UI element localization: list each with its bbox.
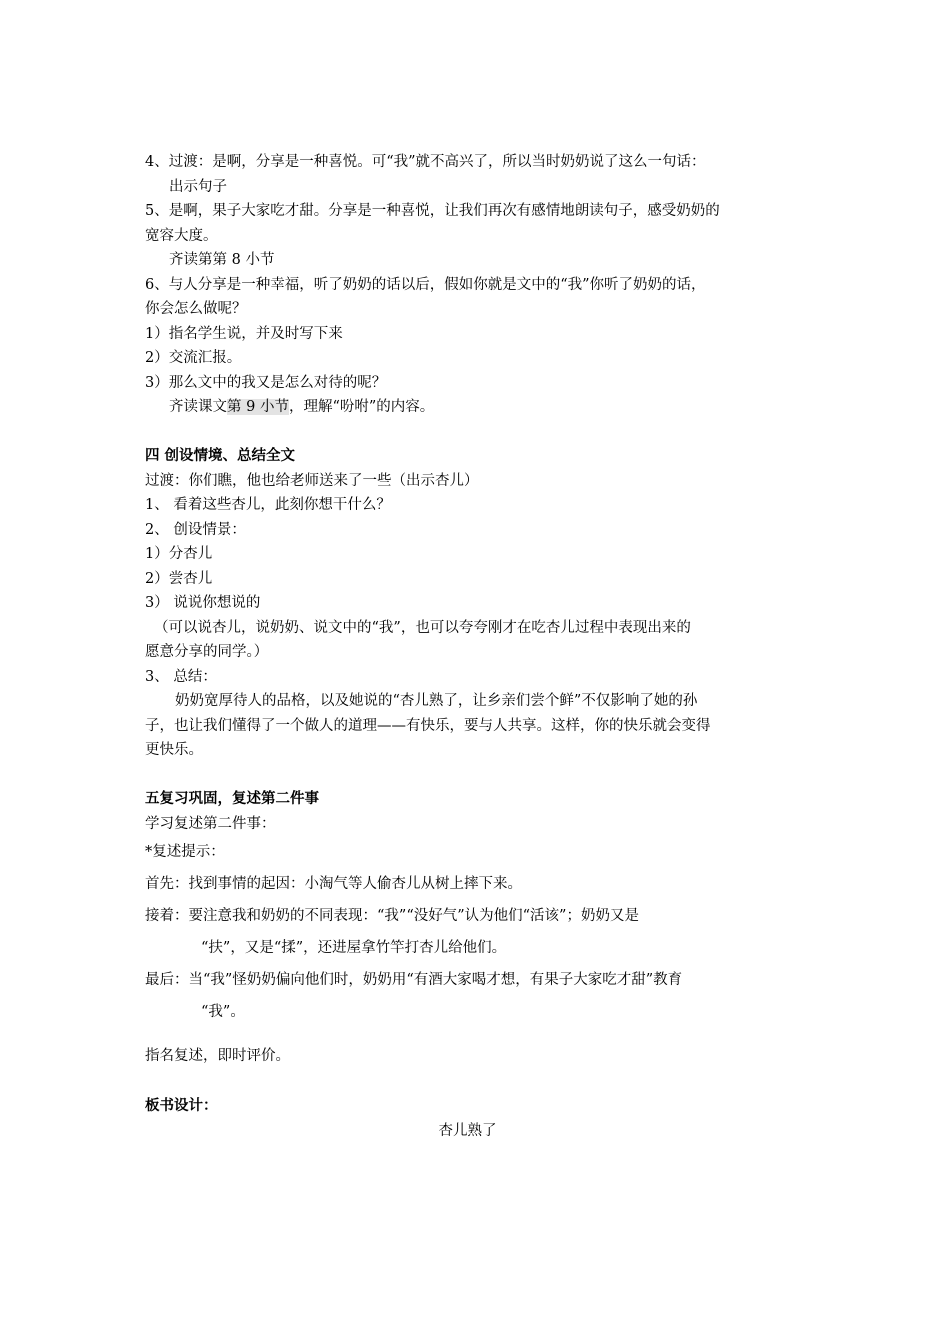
- text-run: 齐读课文: [169, 399, 227, 415]
- text-line: “扶”，又是“揉”，还进屋拿竹竿打杏儿给他们。: [201, 940, 507, 956]
- text-line: 最后：当“我”怪奶奶偏向他们时，奶奶用“有酒大家喝才想，有果子大家吃才甜”教育: [145, 972, 683, 988]
- section-heading: 板书设计：: [145, 1097, 218, 1114]
- spacer: [145, 1072, 810, 1094]
- text-line: 学习复述第二件事：: [145, 815, 276, 832]
- document-page: [145, 150, 810, 1143]
- section-heading: 五复习巩固，复述第二件事: [145, 790, 319, 807]
- spacer: [145, 763, 810, 788]
- text-line: 5、是啊，果子大家吃才甜。分享是一种喜悦，让我们再次有感情地朗读句子，感受奶奶的: [145, 203, 720, 219]
- text-run: ，理解“吩咐”的内容。: [288, 399, 435, 415]
- text-line: 6、与人分享是一种幸福，听了奶奶的话以后，假如你就是文中的“我”你听了奶奶的话，: [145, 276, 706, 293]
- list-item: 1）指名学生说，并及时写下来: [145, 325, 343, 342]
- section-heading: 四 创设情境、总结全文: [145, 447, 296, 464]
- text-line: 宽容大度。: [145, 227, 218, 244]
- highlighted-text: 第 9 小节: [227, 399, 289, 415]
- list-item: 2、 创设情景：: [145, 521, 246, 538]
- text-line: 接着：要注意我和奶奶的不同表现：“我”“没好气”认为他们“活该”；奶奶又是: [145, 908, 639, 924]
- text-line: 奶奶宽厚待人的品格，以及她说的“杏儿熟了，让乡亲们尝个鲜”不仅影响了她的孙: [175, 693, 698, 709]
- text-line: 愿意分享的同学。）: [145, 644, 269, 660]
- list-item: 3）那么文中的我又是怎么对待的呢？: [145, 374, 387, 391]
- text-line: 更快乐。: [145, 742, 203, 758]
- text-line: 首先：找到事情的起因：小淘气等人偷杏儿从树上摔下来。: [145, 876, 522, 892]
- list-item: 2）交流汇报。: [145, 350, 242, 366]
- list-item: 3、 总结：: [145, 668, 217, 685]
- text-line: （可以说杏儿，说奶奶、说文中的“我”，也可以夸夸刚才在吃杏儿过程中表现出来的: [154, 619, 691, 636]
- text-line: [145, 395, 810, 420]
- text-line: *复述提示：: [145, 844, 225, 860]
- board-title: 杏儿熟了: [438, 1122, 497, 1139]
- text-line: 子，也让我们懂得了一个做人的道理——有快乐，要与人共享。这样，你的快乐就会变得: [145, 717, 711, 734]
- text-line: 出示句子: [169, 178, 227, 195]
- text-line: 过渡：你们瞧，他也给老师送来了一些（出示杏儿）: [145, 472, 479, 489]
- spacer: [145, 1028, 810, 1040]
- text-line: 4、过渡：是啊，分享是一种喜悦。可“我”就不高兴了，所以当时奶奶说了这么一句话：: [145, 154, 706, 170]
- spacer: [145, 420, 810, 445]
- text-line: 齐读第第 8 小节: [169, 252, 275, 268]
- text-line: 指名复述，即时评价。: [145, 1048, 290, 1064]
- text-line: 你会怎么做呢？: [145, 301, 247, 317]
- list-item: 2）尝杏儿: [145, 570, 213, 587]
- list-item: 1、 看着这些杏儿，此刻你想干什么？: [145, 497, 391, 513]
- text-line: “我”。: [201, 1004, 245, 1020]
- list-item: 3） 说说你想说的: [145, 595, 261, 611]
- list-item: 1）分杏儿: [145, 546, 213, 562]
